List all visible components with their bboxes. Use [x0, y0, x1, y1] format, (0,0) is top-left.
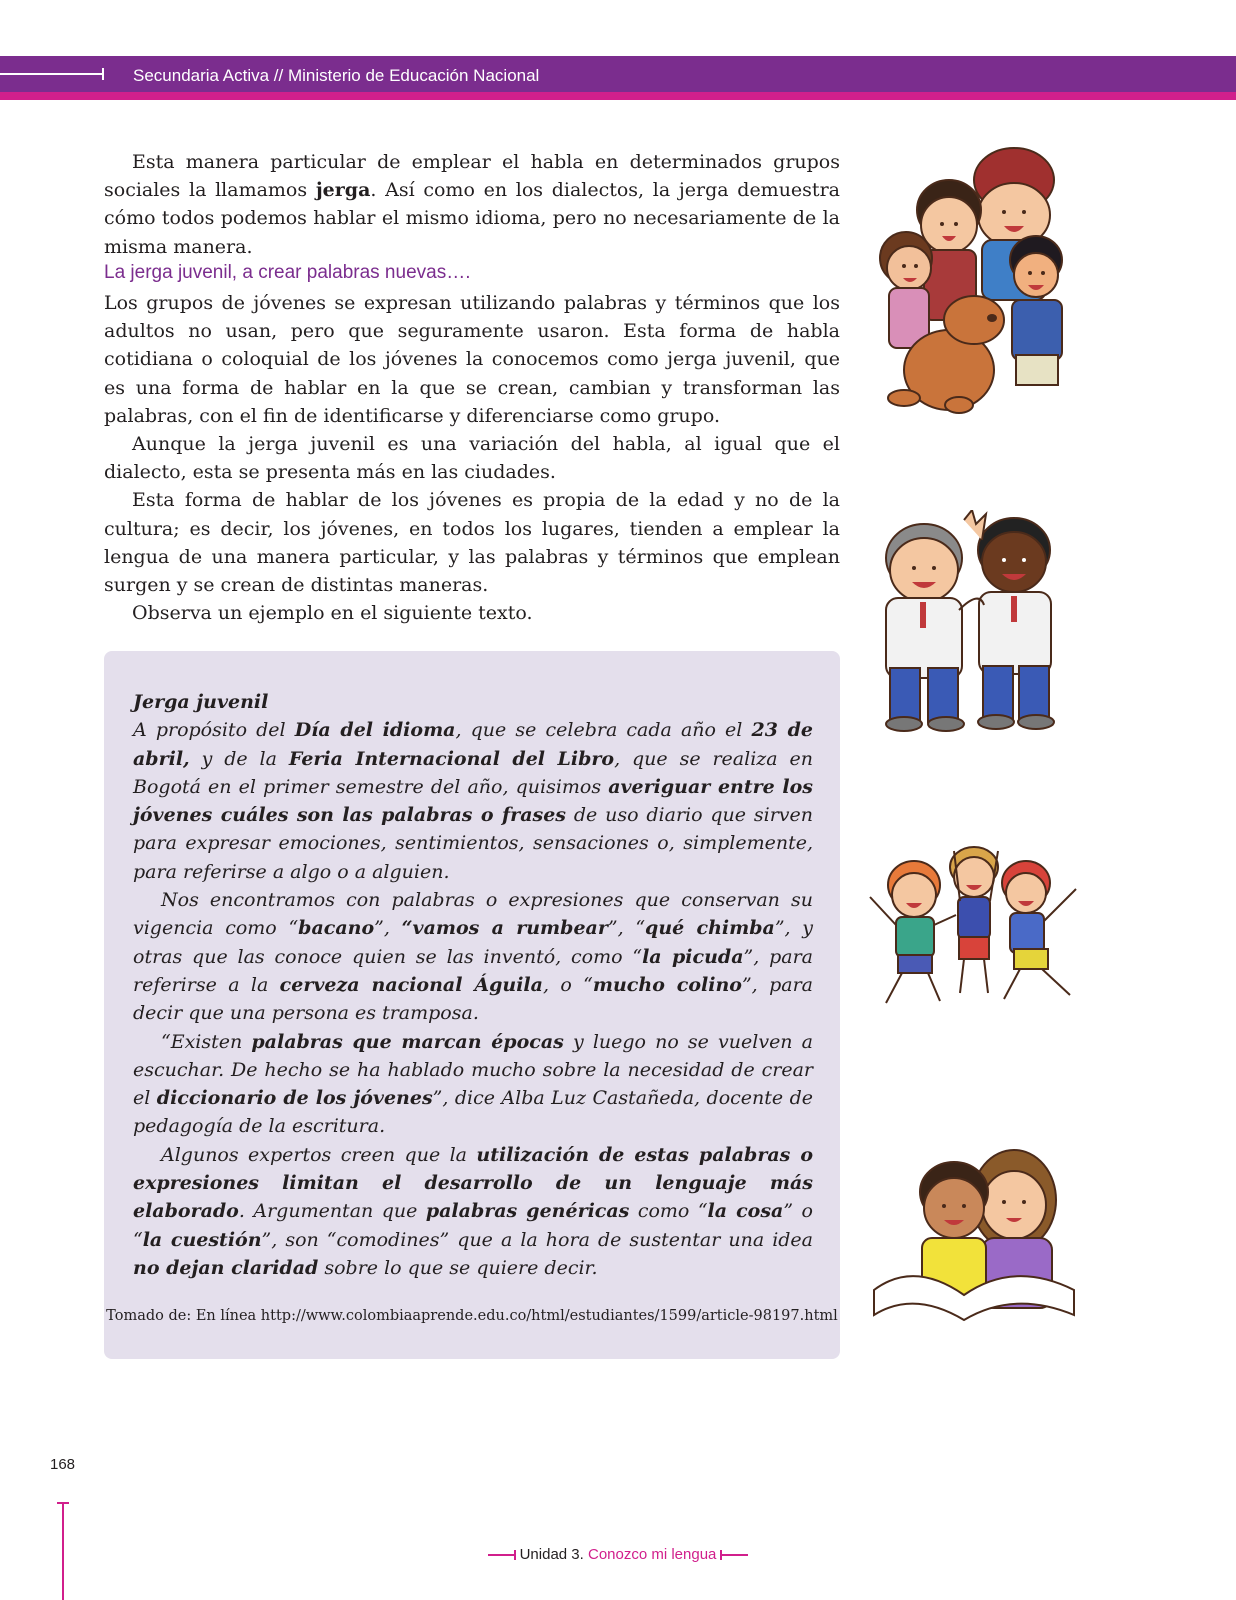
emphasized-term: Feria Internacional del Libro	[288, 747, 615, 770]
emphasized-term: palabras que marcan épocas	[251, 1030, 564, 1053]
text-run: y de la	[189, 747, 289, 770]
text-run: sobre lo que se quiere decir.	[318, 1256, 598, 1279]
text-run: ”, y otras que las conoce quien se las inventó, como “	[133, 917, 814, 968]
text-run: como “	[629, 1200, 708, 1223]
intro-paragraph: Esta manera particular de emplear el habla en determinados grupos sociales la llamamos jerga. Así como en los dialectos, la jerga demuestra cómo todos podemos hablar el mismo idioma, pero no necesariamente de la misma manera.	[104, 151, 840, 258]
text-run: ” o “	[133, 1200, 813, 1251]
text-run: ”,	[374, 917, 402, 940]
header-tick-mark	[0, 73, 104, 75]
text-run: ”, son “comodines” que a la hora de sustentar una idea	[261, 1228, 814, 1251]
section-paragraph-1: Los grupos de jóvenes se expresan utilizando palabras y términos que los adultos no usan, pero que seguramente usaron. Esta forma de habla cotidiana o coloquial de los jóvenes la conocemos como jerga juvenil, que es una forma de hablar en la que se crean, cambian y transforman las palabras, con el fin de identificarse y diferenciarse como grupo.	[104, 292, 840, 427]
text-run: ”, dice Alba Luz Castañeda, docente de pedagogía de la escritura.	[133, 1087, 813, 1138]
header-accent-line	[0, 92, 1236, 100]
section-paragraph-4: Observa un ejemplo en el siguiente texto.	[132, 602, 533, 625]
emphasized-term: averiguar entre los jóvenes cuáles son las palabras o frases	[133, 775, 813, 827]
quote-paragraph-4	[133, 1141, 813, 1282]
emphasized-term: Día del idioma	[294, 719, 456, 742]
emphasized-term: “vamos a rumbear	[401, 917, 608, 940]
text-run: , que se realiza en Bogotá en el primer semestre del año, quisimos	[133, 747, 814, 798]
kids-with-dog-illustration	[864, 140, 1084, 420]
footer-unit-name: Conozco mi lengua	[583, 1546, 717, 1563]
kids-playing-illustration	[864, 845, 1094, 1025]
quote-paragraph-2	[133, 886, 813, 1027]
text-run: , o “	[542, 973, 593, 996]
footer-unit-label: Unidad 3.	[519, 1546, 584, 1563]
emphasized-term: la cuestión	[142, 1228, 262, 1251]
quote-paragraph-1	[133, 716, 813, 886]
footer-bar-right	[720, 1554, 748, 1556]
term-jerga: jerga	[315, 179, 371, 202]
text-run: . Argumentan que	[238, 1200, 426, 1223]
text-run: “Existen	[161, 1030, 252, 1053]
page-number: 168	[50, 1456, 76, 1473]
quote-title: Jerga juvenil	[133, 691, 269, 713]
text-run: Nos encontramos con palabras o expresiones que conservan su vigencia como “	[133, 889, 813, 940]
text-run: A propósito del	[133, 719, 295, 742]
footer	[0, 1546, 1236, 1563]
emphasized-term: no dejan claridad	[133, 1256, 319, 1279]
text-run: ”, “	[607, 917, 646, 940]
header-title: Secundaria Activa // Ministerio de Educación Nacional	[133, 66, 540, 85]
text-run: Algunos expertos creen que la	[161, 1143, 477, 1166]
emphasized-term: la cosa	[707, 1200, 784, 1223]
emphasized-term: la picuda	[642, 945, 744, 968]
text-run: ”, para decir que una persona es tramposa.	[133, 973, 813, 1025]
emphasized-term: 23 de abril,	[133, 719, 813, 770]
emphasized-term: cerveza nacional Águila	[279, 973, 543, 996]
source-citation: Tomado de: En línea http://www.colombiaaprende.edu.co/html/estudiantes/1599/article-98197.html	[106, 1308, 838, 1324]
quote-text	[133, 688, 813, 1282]
text-run: , que se celebra cada año el	[455, 719, 752, 742]
emphasized-term: qué chimba	[645, 917, 775, 940]
emphasized-term: utilización de estas palabras o expresiones limitan el desarrollo de un lenguaje más elaborado	[133, 1143, 814, 1223]
section-text	[104, 289, 840, 627]
emphasized-term: diccionario de los jóvenes	[156, 1087, 433, 1110]
kids-reading-illustration	[864, 1140, 1094, 1335]
emphasized-term: palabras genéricas	[425, 1200, 630, 1223]
emphasized-term: bacano	[298, 917, 375, 940]
text-run: y luego no se vuelven a escuchar. De hecho se ha hablado mucho sobre la necesidad de crear el	[133, 1030, 814, 1110]
quote-paragraph-3	[133, 1028, 813, 1141]
text-run: ”, para referirse a la	[133, 945, 813, 996]
doctors-illustration	[864, 510, 1084, 735]
footer-bar-left	[488, 1554, 516, 1556]
emphasized-term: mucho colino	[592, 973, 742, 996]
intro-text	[104, 148, 840, 261]
text-run: de uso diario que sirven para expresar emociones, sentimientos, sensaciones o, simplemente, para referirse a algo o a alguien.	[133, 804, 813, 883]
section-paragraph-3: Esta forma de hablar de los jóvenes es propia de la edad y no de la cultura; es decir, los jóvenes, en todos los lugares, tienden a emplear la lengua de una manera particular, y las palabras y términos que emplean surgen y se crean de distintas maneras.	[104, 489, 840, 597]
section-heading: La jerga juvenil, a crear palabras nuevas….	[104, 262, 471, 283]
section-paragraph-2: Aunque la jerga juvenil es una variación del habla, al igual que el dialecto, esta se presenta más en las ciudades.	[104, 433, 840, 484]
